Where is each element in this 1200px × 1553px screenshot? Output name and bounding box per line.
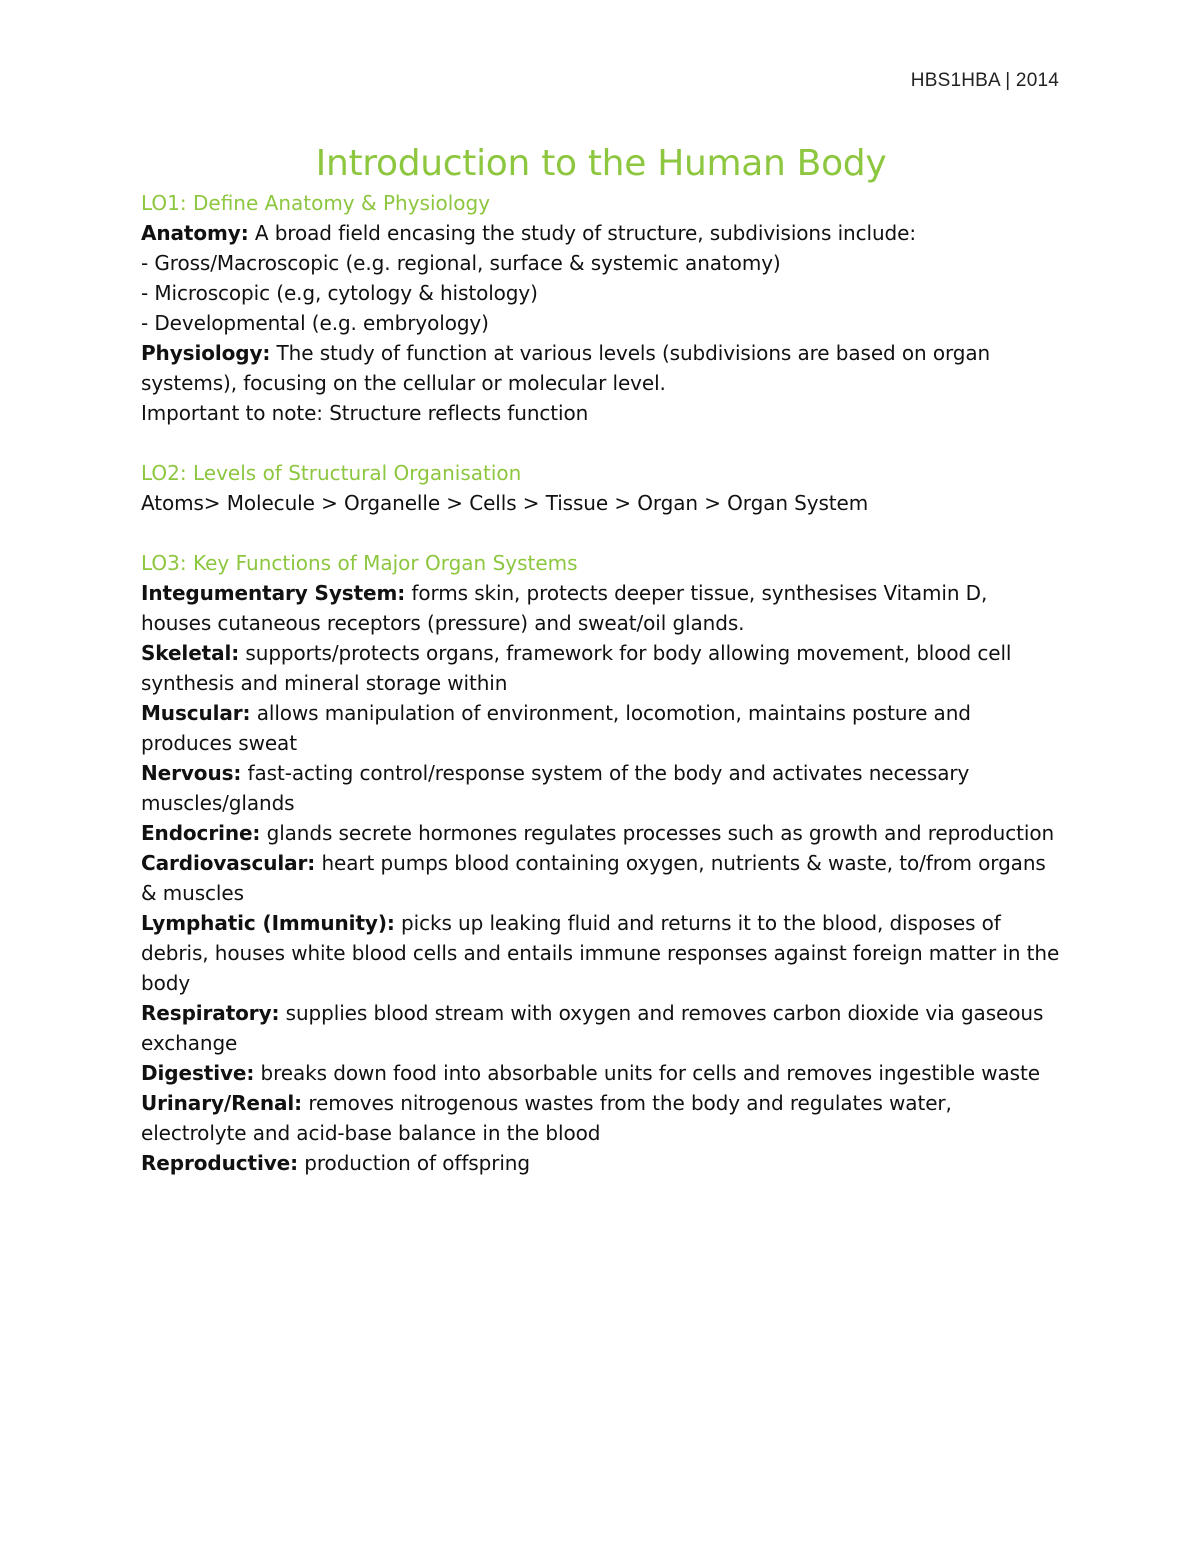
organ-system-term: Integumentary System: [141,581,406,605]
organ-system-term: Lymphatic (Immunity): [141,911,395,935]
document-body [141,140,1061,1178]
organ-system-description: supplies blood stream with oxygen and removes carbon dioxide via gaseous exchange [141,1001,1044,1055]
important-note: Important to note: Structure reflects function [141,401,589,425]
anatomy-subdivision-item: - Microscopic (e.g, cytology & histology) [141,281,538,305]
organ-system-term: Reproductive: [141,1151,299,1175]
organ-system-description: forms skin, protects deeper tissue, synthesises Vitamin D, houses cutaneous receptors (pressure) and sweat/oil glands. [141,581,988,635]
organ-system-term: Skeletal: [141,641,240,665]
page-header-course-code: HBS1HBA | 2014 [910,70,1059,91]
organ-system-term: Digestive: [141,1061,255,1085]
organ-system-term: Respiratory: [141,1001,280,1025]
organ-system-entry [141,638,1061,698]
section-lo2 [141,458,1061,518]
organ-system-entry [141,1088,1061,1148]
section-heading-lo1: LO1: Define Anatomy & Physiology [141,191,491,215]
organ-system-term: Cardiovascular: [141,851,316,875]
organ-system-term: Urinary/Renal: [141,1091,303,1115]
organ-system-entry [141,848,1061,908]
anatomy-subdivision-item: - Gross/Macroscopic (e.g. regional, surface & systemic anatomy) [141,251,781,275]
anatomy-subdivision-item: - Developmental (e.g. embryology) [141,311,489,335]
organ-system-description: glands secrete hormones regulates processes such as growth and reproduction [260,821,1055,845]
organ-system-description: supports/protects organs, framework for body allowing movement, blood cell synthesis and mineral storage within [141,641,1012,695]
organ-system-entry [141,698,1061,758]
section-spacer [141,428,1061,458]
section-lo3 [141,548,1061,1178]
organ-system-entry [141,758,1061,818]
section-heading-lo3: LO3: Key Functions of Major Organ Systems [141,551,578,575]
physiology-definition [141,338,1061,398]
organ-system-description: picks up leaking fluid and returns it to the blood, disposes of debris, houses white blood cells and entails immune responses against foreign matter in the body [141,911,1060,995]
organ-system-entry [141,908,1061,998]
organ-system-entry [141,818,1061,848]
anatomy-term: Anatomy: [141,221,249,245]
organ-system-description: allows manipulation of environment, locomotion, maintains posture and produces sweat [141,701,971,755]
organ-system-description: removes nitrogenous wastes from the body and regulates water, electrolyte and acid-base balance in the blood [141,1091,952,1145]
physiology-term: Physiology: [141,341,271,365]
organ-system-entry [141,578,1061,638]
organ-system-term: Endocrine: [141,821,261,845]
organ-system-entry [141,1148,1061,1178]
organ-system-description: production of offspring [298,1151,530,1175]
anatomy-text: A broad field encasing the study of structure, subdivisions include: [248,221,916,245]
physiology-text: The study of function at various levels (subdivisions are based on organ systems), focusing on the cellular or molecular level. [141,341,991,395]
organ-system-description: fast-acting control/response system of the body and activates necessary muscles/glands [141,761,970,815]
document-title: Introduction to the Human Body [315,143,887,184]
organ-system-description: heart pumps blood containing oxygen, nutrients & waste, to/from organs & muscles [141,851,1046,905]
section-spacer [141,518,1061,548]
section-heading-lo2: LO2: Levels of Structural Organisation [141,461,522,485]
organ-system-term: Muscular: [141,701,251,725]
section-lo1 [141,188,1061,428]
organ-system-entry [141,998,1061,1058]
organ-system-description: breaks down food into absorbable units for cells and removes ingestible waste [254,1061,1040,1085]
organ-system-term: Nervous: [141,761,242,785]
organisation-levels: Atoms> Molecule > Organelle > Cells > Tissue > Organ > Organ System [141,491,869,515]
anatomy-definition [141,218,1061,248]
organ-system-entry [141,1058,1061,1088]
